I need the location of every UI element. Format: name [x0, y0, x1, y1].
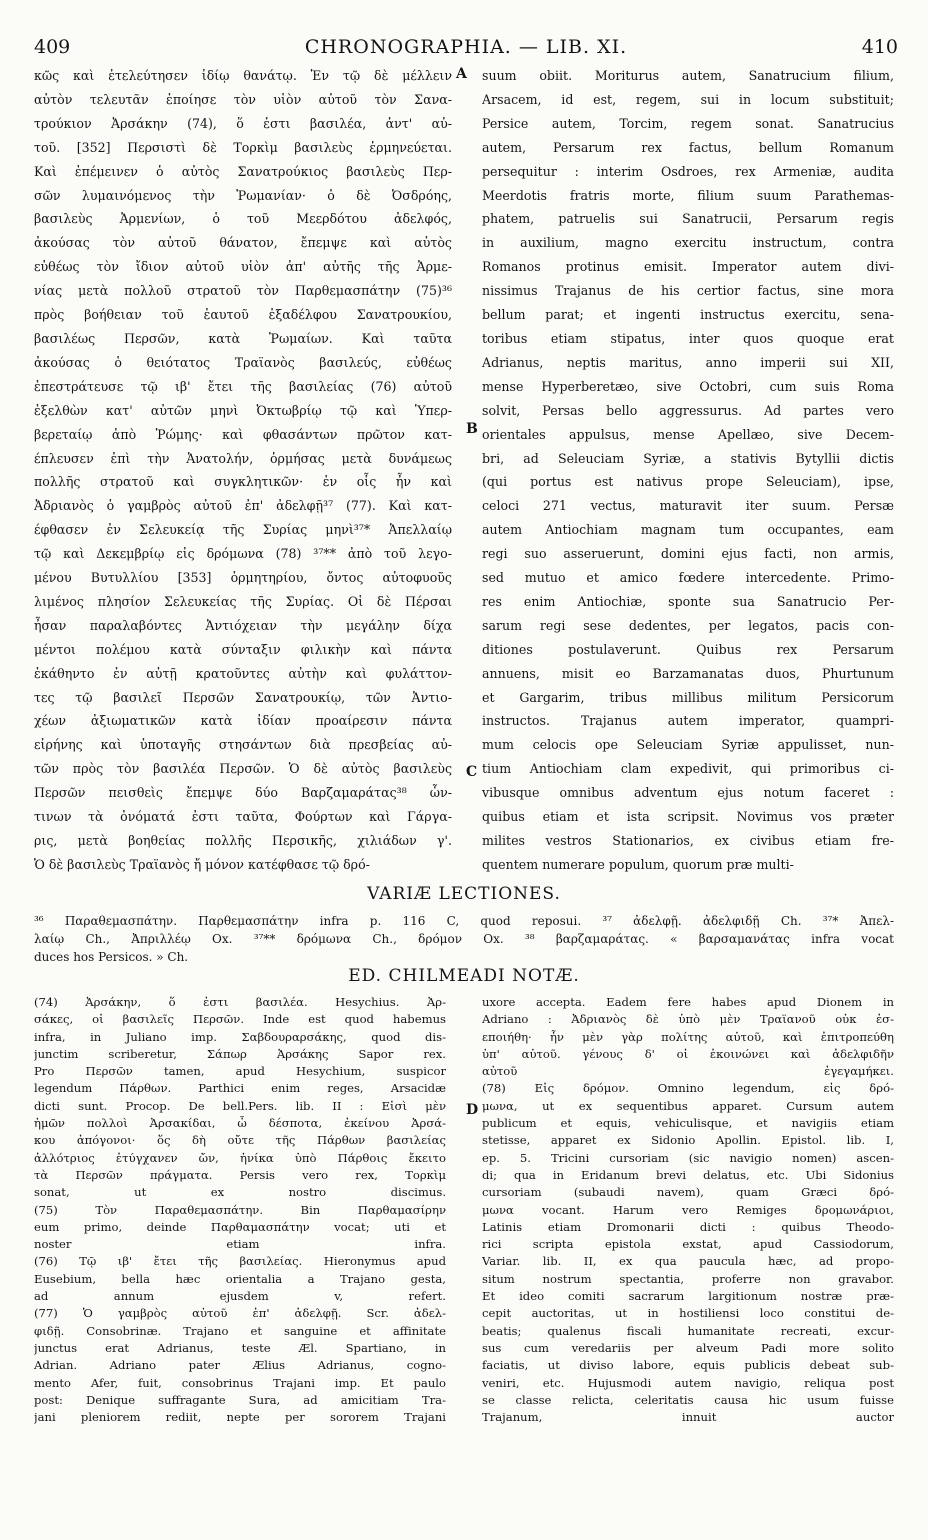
greek-line: τες τῷ βασιλεῖ Περσῶν Σανατρουκίῳ, τῶν Ἀντιο-	[34, 689, 452, 705]
margin-letter-a: A	[456, 66, 467, 82]
notes-heading: ED. CHILMEADI NOTÆ.	[348, 966, 580, 986]
latin-line: bri, ad Seleuciam Syriæ, a stativis Bytyllii dictis	[482, 450, 894, 466]
greek-line: ἐπεστράτευσε τῷ ιβ' ἔτει τῆς βασιλείας (76) αὐτοῦ	[34, 378, 452, 394]
greek-line: ἀκούσας τὸν αὐτοῦ θάνατον, ἔπεμψε καὶ αὐτὸς	[34, 235, 452, 251]
running-title: CHRONOGRAPHIA. — LIB. XI.	[304, 36, 628, 58]
greek-line: κῶς καὶ ἐτελεύτησεν ἰδίῳ θανάτῳ. Ἐν τῷ δὲ μέλλειν	[34, 68, 452, 83]
note-line: se classe relicta, celeritatis causa hic usum fuisse	[482, 1392, 894, 1407]
latin-line: Romanos protinus emisit. Imperator autem divi-	[482, 259, 894, 275]
latin-line: autem, Persarum rex factus, bellum Romanum	[482, 139, 894, 155]
greek-line: χέων ἀξιωματικῶν κατὰ ἰδίαν προαίρεσιν πάντα	[34, 713, 452, 729]
note-line: junctim scriberetur, Σάπωρ Ἀρσάκης Sapor rex.	[34, 1046, 446, 1061]
variant-line: ³⁶ Παραθεμασπάτην. Παρθεμασπάτην infra p. 116 C, quod reposui. ³⁷ ἀδελφῇ. ἀδελφιδῇ Ch. ³⁷* Ἀπελ-	[34, 914, 894, 928]
latin-line: mense Hyperberetæo, sive Octobri, cum suis Roma	[482, 378, 894, 394]
note-line: ἡμῶν πολλοὶ Ἀρσακίδαι, ὦ δέσποτα, ἐκείνου Ἀρσά-	[34, 1116, 446, 1131]
note-line: (76) Τῷ ιβ' ἔτει τῆς βασιλείας. Hieronymus apud	[34, 1254, 446, 1269]
variant-line: duces hos Persicos. » Ch.	[34, 950, 189, 964]
latin-line: in auxilium, magno exercitu instructum, contra	[482, 235, 894, 251]
greek-line: έπλευσεν ἐπὶ τὴν Ἀνατολήν, ὁρμήσας μετὰ δυνάμεως	[34, 450, 452, 466]
note-line: noster etiam infra.	[34, 1237, 446, 1252]
greek-text-column	[34, 64, 452, 877]
greek-line: λιμένος πλησίον Σελευκείας τῆς Συρίας. Οἱ δὲ Πέρσαι	[34, 593, 452, 609]
note-line: Eusebium, bella hæc orientalia a Trajano gesta,	[34, 1271, 446, 1286]
greek-line: σῶν λυμαινόμενος τὴν Ῥωμανίαν· ὁ δὲ Ὀσδρόης,	[34, 187, 452, 203]
page-number-right: 410	[861, 36, 898, 58]
page-number-left: 409	[34, 36, 71, 58]
note-line: ἀλλότριος ἐτύγχανεν ὤν, ἡνίκα ὑπὸ Πάρθοις ἔκειτο	[34, 1150, 446, 1165]
note-line: εποιήθη· ἦν μὲν γὰρ πολίτης αὐτοῦ, καὶ ἐπιτροπεύθη	[482, 1029, 894, 1044]
latin-line: orientales appulsus, mense Apellæo, sive Decem-	[482, 426, 894, 442]
note-line: τὰ Περσῶν πράγματα. Persis vero rex, Τορκὶμ	[34, 1167, 446, 1182]
greek-line: πρὸς βοήθειαν τοῦ ἑαυτοῦ ἐξαδέλφου Σανατρουκίου,	[34, 307, 452, 323]
note-line: (77) Ὁ γαμβρὸς αὐτοῦ ἐπ' ἀδελφῇ. Scr. ἀδελ-	[34, 1306, 446, 1321]
note-line: φιδῇ. Consobrinæ. Trajano et sanguine et affinitate	[34, 1323, 446, 1338]
latin-line: phatem, patruelis sui Sanatrucii, Persarum regis	[482, 211, 894, 227]
note-line: Adrian. Adriano pater Ælius Adrianus, cogno-	[34, 1358, 446, 1373]
greek-line: βασιλέως Περσῶν, κατὰ Ῥωμαίων. Καὶ ταῦτα	[34, 330, 452, 346]
latin-text-column	[482, 64, 894, 877]
latin-line: annuens, misit eo Barzamanatas duos, Phurtunum	[482, 665, 894, 681]
note-line: Adriano : Ἀδριανὸς δὲ ὑπὸ μὲν Τραϊανοῦ οὐκ ἐσ-	[482, 1012, 894, 1027]
latin-line: persequitur : interim Osdroes, rex Armeniæ, audita	[482, 163, 894, 179]
greek-line: ἐκάθηντο ἐν αὐτῇ κρατοῦντες αὐτὴν καὶ φυλάττον-	[34, 665, 452, 681]
note-line: cursoriam (subaudi navem), quam Græci δρό-	[482, 1185, 894, 1200]
latin-line: mum celocis ope Seleuciam Syriæ appulisset, nun-	[482, 737, 894, 753]
note-line: Variar. lib. II, ex qua paucula hæc, ad propo-	[482, 1254, 894, 1269]
greek-line: τῶν πρὸς τὸν βασιλέα Περσῶν. Ὁ δὲ αὐτὸς βασιλεὺς	[34, 761, 452, 777]
greek-line: Περσῶν πεισθεὶς ἔπεμψε δύο Βαρζαμαράτας³⁸ ὧν-	[34, 785, 452, 801]
greek-line: ρις, μετὰ βοηθείας πολλῆς Περσικῆς, χιλιάδων γ'.	[34, 833, 452, 848]
note-line: legendum Πάρθων. Parthici enim reges, Arsacidæ	[34, 1081, 446, 1096]
note-line: junctus erat Adrianus, teste Æl. Spartiano, in	[34, 1340, 446, 1355]
latin-line: toribus etiam stipatus, inter quos quoque erat	[482, 330, 894, 346]
latin-line: Adrianus, neptis maritus, anno imperii sui XII,	[482, 354, 894, 370]
note-line: Latinis etiam Dromonarii dicti : quibus Theodo-	[482, 1219, 894, 1234]
latin-line: sed mutuo et amico fœdere intercedente. Primo-	[482, 570, 894, 586]
margin-letter-b: B	[466, 421, 478, 437]
latin-line: et Gargarim, tribus millibus militum Persicorum	[482, 689, 894, 705]
greek-line: αὐτὸν τελευτᾶν ἐποίησε τὸν υἱὸν αὐτοῦ τὸν Σανα-	[34, 91, 452, 107]
margin-letter-c: C	[466, 764, 478, 780]
note-line: jani pleniorem rediit, nepte per sororem Trajani	[34, 1410, 446, 1425]
latin-line: suum obiit. Moriturus autem, Sanatrucium filium,	[482, 68, 894, 83]
greek-line: βερεταίῳ ἀπὸ Ῥώμης· καὶ φθασάντων πρῶτον κατ-	[34, 426, 452, 442]
note-line: cepit auctoritas, ut in hostiliensi loco constitui de-	[482, 1306, 894, 1321]
greek-line: τινων τὰ ὀνόματά ἐστι ταῦτα, Φούρτων καὶ Γάργα-	[34, 809, 452, 825]
latin-line: regi suo asseruerunt, domini ejus facti, non armis,	[482, 546, 894, 562]
note-line: rici scripta epistola exstat, apud Cassiodorum,	[482, 1237, 894, 1252]
note-line: dicti sunt. Procop. De bell.Pers. lib. II : Εἰσὶ μὲν	[34, 1098, 446, 1113]
note-line: sus cum veredariis per alveum Padi more solito	[482, 1340, 894, 1355]
latin-line: Meerdotis fratris morte, filium suum Parathemas-	[482, 187, 894, 203]
note-line: μωνα, ut ex sequentibus apparet. Cursum autem	[482, 1098, 894, 1113]
greek-line: πολλῆς στρατοῦ καὶ συγκλητικῶν· ἐν οἷς ἦν καὶ	[34, 474, 452, 490]
variant-line: λαίῳ Ch., Ἀπριλλέῳ Ox. ³⁷** δρόμωνα Ch., δρόμον Ox. ³⁸ βαρζαμαράτας. « βαρσαμανάτας infra vocat	[34, 932, 894, 946]
greek-line: Καὶ ἐπέμεινεν ὁ αὐτὸς Σανατρούκιος βασιλεὺς Περ-	[34, 163, 452, 179]
variae-heading: VARIÆ LECTIONES.	[367, 884, 561, 904]
note-line: mento Afer, fuit, consobrinus Trajani imp. Et paulo	[34, 1375, 446, 1390]
note-line: σάκες, οἱ βασιλεῖς Περσῶν. Inde est quod habemus	[34, 1012, 446, 1027]
latin-line: solvit, Persas bello aggressurus. Ad partes vero	[482, 402, 894, 418]
latin-line: autem Antiochiam magnam tum occupantes, eam	[482, 522, 894, 538]
latin-line: tium Antiochiam clam expedivit, qui primoribus ci-	[482, 761, 894, 777]
latin-line: res enim Antiochiæ, sponte sua Sanatrucio Per-	[482, 593, 894, 609]
latin-line: celoci 271 vectus, maturavit iter suum. Persæ	[482, 498, 894, 514]
note-line: sonat, ut ex nostro discimus.	[34, 1185, 446, 1200]
variae-lectiones	[34, 912, 894, 966]
latin-line: sarum regi sese dedentes, per legatos, pacis con-	[482, 617, 894, 633]
notes-right-column	[482, 994, 894, 1426]
note-line: ad annum ejusdem v, refert.	[34, 1289, 446, 1304]
note-line: μωνα vocant. Harum vero Remiges δρομωνάριοι,	[482, 1202, 894, 1217]
greek-line: εὐθέως τὸν ἴδιον αὐτοῦ υἱὸν ἀπ' αὐτῆς τῆς Ἀρμε-	[34, 259, 452, 275]
latin-line: Arsacem, id est, regem, sui in locum substituit;	[482, 91, 894, 107]
latin-line: instructos. Trajanus autem imperator, quampri-	[482, 713, 894, 729]
greek-line: μέντοι πολέμου κατὰ σύνταξιν φιλικὴν καὶ πάντα	[34, 641, 452, 657]
latin-line: milites vestros Stationarios, ex civibus etiam fre-	[482, 833, 894, 848]
note-line: κου ἀπόγονοι· ὅς δὴ οὔτε τῆς Πάρθων βασιλείας	[34, 1133, 446, 1148]
greek-line: τρούκιον Ἀρσάκην (74), ὅ ἐστι βασιλέα, ἀντ' αὐ-	[34, 115, 452, 131]
note-line: (78) Εἰς δρόμον. Omnino legendum, εἰς δρό-	[482, 1081, 894, 1096]
note-line: Et ideo comiti sacrarum largitionum nostræ præ-	[482, 1289, 894, 1304]
greek-line: ἀκούσας ὁ θειότατος Τραϊανὸς βασιλεύς, εὐθέως	[34, 354, 452, 370]
note-line: Pro Περσῶν tamen, apud Hesychium, suspicor	[34, 1064, 446, 1079]
notes-left-column	[34, 994, 446, 1426]
latin-line: Persice autem, Torcim, regem sonat. Sanatrucius	[482, 115, 894, 131]
greek-line: Ἀδριανὸς ὁ γαμβρὸς αὐτοῦ ἐπ' ἀδελφῇ³⁷ (77). Καὶ κατ-	[34, 498, 452, 514]
running-header	[34, 36, 898, 64]
note-line: infra, in Juliano imp. Σαβδουραρσάκης, quod dis-	[34, 1029, 446, 1044]
note-line: ep. 5. Tricini cursoriam (sic navigio nomen) ascen-	[482, 1150, 894, 1165]
greek-line: έφθασεν ἐν Σελευκείᾳ τῆς Συρίας μηνὶ³⁷* Ἀπελλαίῳ	[34, 522, 452, 538]
note-line: faciatis, ut diviso labore, equis publicis debeat sub-	[482, 1358, 894, 1373]
note-line: uxore accepta. Eadem fere habes apud Dionem in	[482, 995, 894, 1009]
latin-line: ditiones postulaverunt. Quibus rex Persarum	[482, 641, 894, 657]
latin-line: bellum parat; et ingenti instructus exercitu, sena-	[482, 307, 894, 323]
note-line: di; qua in Eridanum brevi delatus, etc. Ubi Sidonius	[482, 1167, 894, 1182]
greek-line: νίας μετὰ πολλοῦ στρατοῦ τὸν Παρθεμασπάτην (75)³⁶	[34, 283, 452, 299]
note-line: publicum et equis, vehiculisque, et navigiis etiam	[482, 1116, 894, 1131]
note-line: (75) Τὸν Παραθεμασπάτην. Bin Παρθαμασίρην	[34, 1202, 446, 1217]
latin-line: nissimus Trajanus de his certior factus, sine mora	[482, 283, 894, 299]
margin-letter-d: D	[466, 1102, 479, 1118]
note-line: stetisse, apparet ex Sidonio Apollin. Epistol. lib. I,	[482, 1133, 894, 1148]
greek-line: τῷ καὶ Δεκεμβρίῳ εἰς δρόμωνα (78) ³⁷** ἀπὸ τοῦ λεγο-	[34, 546, 452, 562]
greek-line: Ὁ δὲ βασιλεὺς Τραϊανὸς ἤ μόνον κατέφθασε τῷ δρό-	[34, 856, 370, 872]
note-line: ὑπ' αὐτοῦ. γένους δ' οἱ ἐκοινώνει καὶ ἀδελφιδῆν	[482, 1046, 894, 1061]
note-line: (74) Ἀρσάκην, ὅ ἐστι βασιλέα. Hesychius. Ἀρ-	[34, 995, 446, 1009]
note-line: Trajanum, innuit auctor	[482, 1410, 894, 1425]
latin-line: vibusque omnibus adventum ejus notum faceret :	[482, 785, 894, 801]
note-line: veniri, etc. Hujusmodi autem navigio, reliqua post	[482, 1375, 894, 1390]
note-line: situm nostrum spectantia, proferre non gravabor.	[482, 1271, 894, 1286]
greek-line: μένου Βυτυλλίου [353] ὁρμητηρίου, ὄντος αὐτοφυοῦς	[34, 570, 452, 586]
latin-line: quibus etiam et ista scripsit. Novimus vos præter	[482, 809, 894, 825]
greek-line: βασιλεὺς Ἀρμενίων, ὁ τοῦ Μεερδότου ἀδελφός,	[34, 211, 452, 227]
note-line: eum primo, deinde Παρθαμασπάτην vocat; uti et	[34, 1219, 446, 1234]
latin-line: quentem numerare populum, quorum præ multi-	[482, 856, 794, 872]
greek-line: ἦσαν παραλαβόντες Ἀντιόχειαν τὴν μεγάλην δίχα	[34, 617, 452, 633]
note-line: αὐτοῦ ἐγεγαμήκει.	[482, 1064, 894, 1079]
greek-line: εἰρήνης καὶ ὑποταγῆς στησάντων διὰ πρεσβείας αὐ-	[34, 737, 452, 753]
note-line: beatis; qualenus fiscali humanitate recreati, excur-	[482, 1323, 894, 1338]
greek-line: τοῦ. [352] Περσιστὶ δὲ Τορκὶμ βασιλεὺς ἑρμηνεύεται.	[34, 139, 452, 155]
greek-line: ἐξελθὼν κατ' αὐτῶν μηνὶ Ὀκτωβρίῳ τῷ καὶ Ὑπερ-	[34, 402, 452, 418]
note-line: post: Denique suffragante Sura, ad amicitiam Tra-	[34, 1392, 446, 1407]
latin-line: (qui portus est nativus prope Seleuciam), ipse,	[482, 474, 894, 490]
